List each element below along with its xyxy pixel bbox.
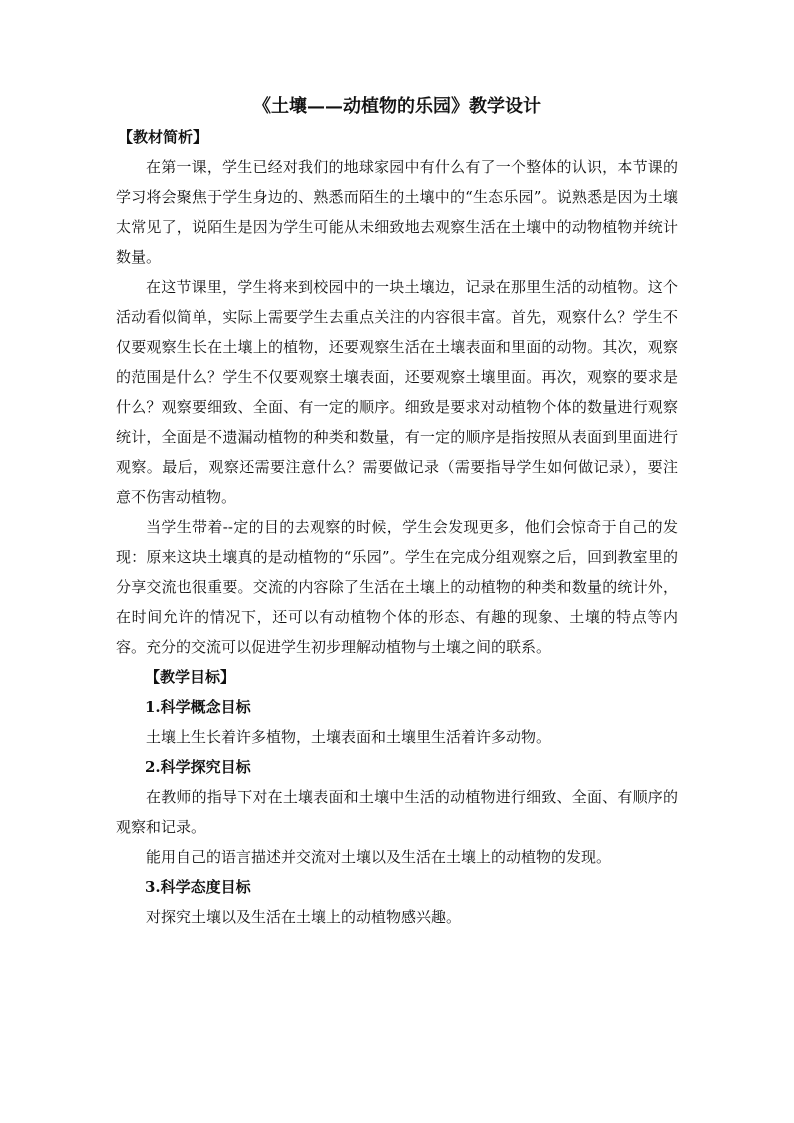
paragraph: 当学生带着--定的目的去观察的时候，学生会发现更多，他们会惊奇于自己的发现：原来这块土壤真的是动植物的“乐园”。学生在完成分组观察之后，回到教室里的分享交流也很重要。交流的内容除了生活在土壤上的动植物的种类和数量的统计外，在时间允许的情况下，还可以有动植物个体的形态、有趣的现象、土壤的特点等内容。充分的交流可以促进学生初步理解动植物与土壤之间的联系。 [116,518,678,656]
paragraph: 能用自己的语言描述并交流对土壤以及生活在土壤上的动植物的发现。 [146,848,612,866]
subheading-attitude-objective: 3.科学态度目标 [145,878,251,896]
document-page [116,92,678,932]
section-heading-objectives: 【教学目标】 [145,668,236,686]
paragraph: 土壤上生长着许多植物，土壤表面和土壤里生活着许多动物。 [146,728,552,746]
subheading-concept-objective: 1.科学概念目标 [145,698,251,716]
paragraph: 在这节课里，学生将来到校园中的一块土壤边，记录在那里生活的动植物。这个活动看似简单，实际上需要学生去重点关注的内容很丰富。首先，观察什么？学生不仅要观察生长在土壤上的植物，还要观察生活在土壤表面和里面的动物。其次，观察的范围是什么？学生不仅要观察土壤表面，还要观察土壤里面。再次，观察的要求是什么？观察要细致、全面、有一定的顺序。细致是要求对动植物个体的数量进行观察统计，全面是不遗漏动植物的种类和数量，有一定的顺序是指按照从表面到里面进行观察。最后，观察还需要注意什么？需要做记录（需要指导学生如何做记录），要注意不伤害动植物。 [116,278,678,506]
paragraph: 对探究土壤以及生活在土壤上的动植物感兴趣。 [146,908,462,926]
paragraph: 在第一课，学生已经对我们的地球家园中有什么有了一个整体的认识，本节课的学习将会聚焦于学生身边的、熟悉而陌生的土壤中的“生态乐园”。说熟悉是因为土壤太常见了，说陌生是因为学生可能从未细致地去观察生活在土壤中的动物植物并统计数量。 [116,158,678,266]
document-title: 《土壤——动植物的乐园》教学设计 [253,96,541,117]
section-heading-materials: 【教材简析】 [118,128,209,146]
subheading-inquiry-objective: 2.科学探究目标 [145,758,251,776]
paragraph: 在教师的指导下对在土壤表面和土壤中生活的动植物进行细致、全面、有顺序的观察和记录。 [116,788,678,836]
